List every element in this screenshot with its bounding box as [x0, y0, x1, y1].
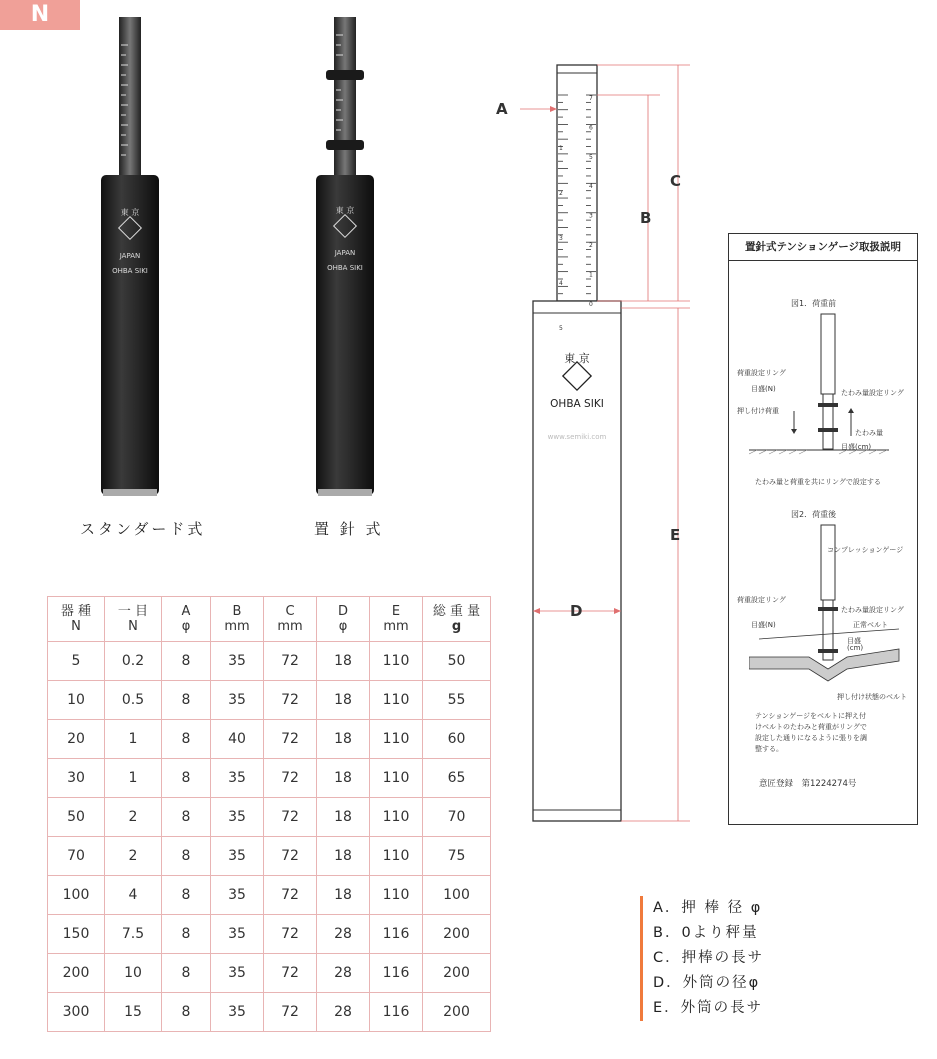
watermark: www.semiki.com — [547, 433, 607, 441]
table-cell: 72 — [264, 915, 317, 954]
dim-label-d: D — [570, 602, 583, 620]
fig2-label-scale: 目盛 — [847, 637, 861, 645]
header-division: 一 目 N — [105, 597, 162, 642]
table-cell: 1 — [105, 720, 162, 759]
header-model: 器 種 N — [48, 597, 105, 642]
table-cell: 8 — [162, 759, 211, 798]
table-cell: 72 — [264, 993, 317, 1032]
legend-item-e: E．外筒の長サ — [653, 1000, 764, 1016]
table-cell: 28 — [317, 993, 370, 1032]
table-row — [48, 837, 491, 876]
dim-label-e: E — [670, 526, 681, 544]
table-cell: 75 — [423, 837, 491, 876]
fig2-label-belt: 正常ベルト — [853, 621, 888, 629]
table-cell: 72 — [264, 876, 317, 915]
table-cell: 116 — [370, 993, 423, 1032]
table-cell: 110 — [370, 759, 423, 798]
table-cell: 15 — [105, 993, 162, 1032]
table-cell: 65 — [423, 759, 491, 798]
table-cell: 35 — [211, 915, 264, 954]
table-cell: 35 — [211, 993, 264, 1032]
table-row — [48, 876, 491, 915]
table-cell: 110 — [370, 720, 423, 759]
table-cell: 1 — [105, 759, 162, 798]
table-cell: 8 — [162, 681, 211, 720]
dimension-legend — [640, 896, 764, 1021]
registration-number: 意匠登録 第1224274号 — [759, 779, 857, 789]
marking-line2: OHBA SIKI — [112, 267, 148, 275]
standard-gauge-photo — [95, 15, 165, 500]
category-badge: N — [0, 0, 80, 30]
legend-item-a: A．押 棒 径 φ — [653, 900, 763, 916]
rod-scale-label: 0 — [589, 300, 593, 308]
table-header-row — [48, 597, 491, 642]
fig1-label-ring: 荷重設定リング — [737, 369, 786, 377]
table-row — [48, 798, 491, 837]
table-row — [48, 993, 491, 1032]
fig2-label-cm: (cm) — [847, 644, 864, 652]
table-cell: 116 — [370, 915, 423, 954]
table-cell: 30 — [48, 759, 105, 798]
table-cell: 8 — [162, 837, 211, 876]
dim-label-a: A — [496, 100, 508, 118]
table-cell: 28 — [317, 954, 370, 993]
table-cell: 100 — [48, 876, 105, 915]
table-cell: 200 — [423, 954, 491, 993]
table-row — [48, 759, 491, 798]
fig1-title: 図1．荷重前 — [791, 299, 837, 308]
table-cell: 28 — [317, 915, 370, 954]
rod-scale-label-left: 1 — [559, 145, 563, 152]
table-cell: 18 — [317, 720, 370, 759]
table-row — [48, 720, 491, 759]
peak-gauge-caption: 置 針 式 — [314, 520, 384, 538]
fig1-caption: たわみ量と荷重を共にリングで設定する — [755, 478, 881, 486]
table-cell: 0.2 — [105, 642, 162, 681]
table-cell: 35 — [211, 954, 264, 993]
fig1-illustration — [749, 308, 909, 458]
table-cell: 35 — [211, 837, 264, 876]
table-cell: 35 — [211, 642, 264, 681]
rod-scale-label: 4 — [589, 183, 593, 191]
rod-scale-label: 7 — [589, 95, 593, 102]
table-cell: 7.5 — [105, 915, 162, 954]
fig1-label-deflect-ring: たわみ量設定リング — [841, 389, 904, 397]
table-cell: 8 — [162, 876, 211, 915]
table-cell: 8 — [162, 642, 211, 681]
logo-text: 東 京 — [120, 208, 140, 217]
fig2-title: 図2．荷重後 — [791, 510, 837, 519]
outer-tube — [533, 301, 621, 821]
table-cell: 100 — [423, 876, 491, 915]
table-cell: 35 — [211, 681, 264, 720]
table-cell: 8 — [162, 915, 211, 954]
fig1-label-scale-cm: 目盛(cm) — [841, 443, 872, 451]
table-cell: 18 — [317, 798, 370, 837]
table-cell: 72 — [264, 681, 317, 720]
rod-scale-label-left: 5 — [559, 325, 563, 332]
marking-line1: JAPAN — [334, 249, 356, 257]
table-cell: 4 — [105, 876, 162, 915]
table-cell: 70 — [48, 837, 105, 876]
fig2-label-deflect-ring: たわみ量設定リング — [841, 606, 904, 614]
table-cell: 18 — [317, 642, 370, 681]
table-cell: 110 — [370, 642, 423, 681]
fig2-label-gauge: コンプレッションゲージ — [827, 546, 904, 554]
header-a: A φ — [162, 597, 211, 642]
table-cell: 110 — [370, 837, 423, 876]
instructions: テンションゲージをベルトに押え付 けベルトのたわみと荷重がリングで 設定した通りになるように張りを調 整する。 — [755, 712, 867, 753]
table-cell: 150 — [48, 915, 105, 954]
standard-gauge-caption: スタンダード式 — [80, 520, 206, 538]
header-b: B mm — [211, 597, 264, 642]
table-cell: 35 — [211, 798, 264, 837]
table-cell: 8 — [162, 798, 211, 837]
table-cell: 50 — [423, 642, 491, 681]
table-cell: 18 — [317, 876, 370, 915]
table-cell: 110 — [370, 681, 423, 720]
legend-item-d: D．外筒の径φ — [653, 975, 761, 991]
table-cell: 10 — [105, 954, 162, 993]
table-cell: 18 — [317, 837, 370, 876]
fig2-label-ring: 荷重設定リング — [737, 596, 786, 604]
table-cell: 200 — [48, 954, 105, 993]
peak-gauge-photo — [310, 15, 380, 500]
header-e: E mm — [370, 597, 423, 642]
table-cell: 8 — [162, 720, 211, 759]
table-cell: 8 — [162, 993, 211, 1032]
rod-scale-label: 1 — [589, 271, 593, 279]
table-cell: 20 — [48, 720, 105, 759]
table-row — [48, 954, 491, 993]
instruction-manual — [728, 233, 918, 825]
header-weight: 総 重 量 g — [423, 597, 491, 642]
table-row — [48, 915, 491, 954]
diagram-logo-text: 東 京 — [564, 352, 590, 365]
table-row — [48, 681, 491, 720]
rod-scale-label: 6 — [589, 124, 593, 132]
table-cell: 50 — [48, 798, 105, 837]
table-cell: 2 — [105, 798, 162, 837]
rod-scale-label-left: 3 — [559, 235, 563, 242]
table-cell: 60 — [423, 720, 491, 759]
table-cell: 72 — [264, 759, 317, 798]
table-cell: 18 — [317, 681, 370, 720]
table-cell: 5 — [48, 642, 105, 681]
table-cell: 72 — [264, 954, 317, 993]
table-cell: 70 — [423, 798, 491, 837]
table-cell: 55 — [423, 681, 491, 720]
table-cell: 200 — [423, 915, 491, 954]
header-d: D φ — [317, 597, 370, 642]
dim-label-c: C — [670, 172, 682, 190]
fig1-label-deflect: たわみ量 — [855, 429, 883, 437]
table-row — [48, 642, 491, 681]
table-cell: 72 — [264, 837, 317, 876]
table-cell: 10 — [48, 681, 105, 720]
legend-item-c: C．押棒の長サ — [653, 950, 765, 966]
legend-item-b: B．0より秤量 — [653, 925, 759, 941]
logo-text: 東 京 — [335, 206, 355, 215]
dim-label-b: B — [640, 209, 652, 227]
table-cell: 116 — [370, 954, 423, 993]
marking-line1: JAPAN — [119, 252, 141, 260]
fig1-label-scale-n: 目盛(N) — [751, 385, 776, 393]
fig1-label-press: 押し付け荷重 — [737, 407, 779, 415]
rod-scale-label: 3 — [589, 212, 593, 220]
marking-line2: OHBA SIKI — [327, 264, 363, 272]
table-cell: 2 — [105, 837, 162, 876]
fig2-label-scale-n: 目盛(N) — [751, 621, 776, 629]
manual-title: 置針式テンションゲージ取扱説明 — [729, 234, 917, 261]
table-cell: 35 — [211, 759, 264, 798]
diagram-maker: OHBA SIKI — [550, 398, 604, 410]
table-cell: 200 — [423, 993, 491, 1032]
table-cell: 0.5 — [105, 681, 162, 720]
table-cell: 72 — [264, 798, 317, 837]
spec-table — [47, 596, 491, 1032]
fig2-label-pressed-belt: 押し付け状態のベルト — [837, 693, 907, 701]
dimension-diagram — [480, 50, 725, 840]
header-c: C mm — [264, 597, 317, 642]
table-cell: 18 — [317, 759, 370, 798]
rod-scale-label: 2 — [589, 242, 593, 249]
table-cell: 8 — [162, 954, 211, 993]
table-cell: 40 — [211, 720, 264, 759]
table-cell: 72 — [264, 642, 317, 681]
rod-scale-label-left: 4 — [559, 280, 563, 287]
table-cell: 110 — [370, 798, 423, 837]
rod-scale-label: 5 — [589, 153, 593, 161]
table-cell: 300 — [48, 993, 105, 1032]
table-cell: 110 — [370, 876, 423, 915]
table-cell: 72 — [264, 720, 317, 759]
rod-scale-label-left: 2 — [559, 190, 563, 197]
table-cell: 35 — [211, 876, 264, 915]
